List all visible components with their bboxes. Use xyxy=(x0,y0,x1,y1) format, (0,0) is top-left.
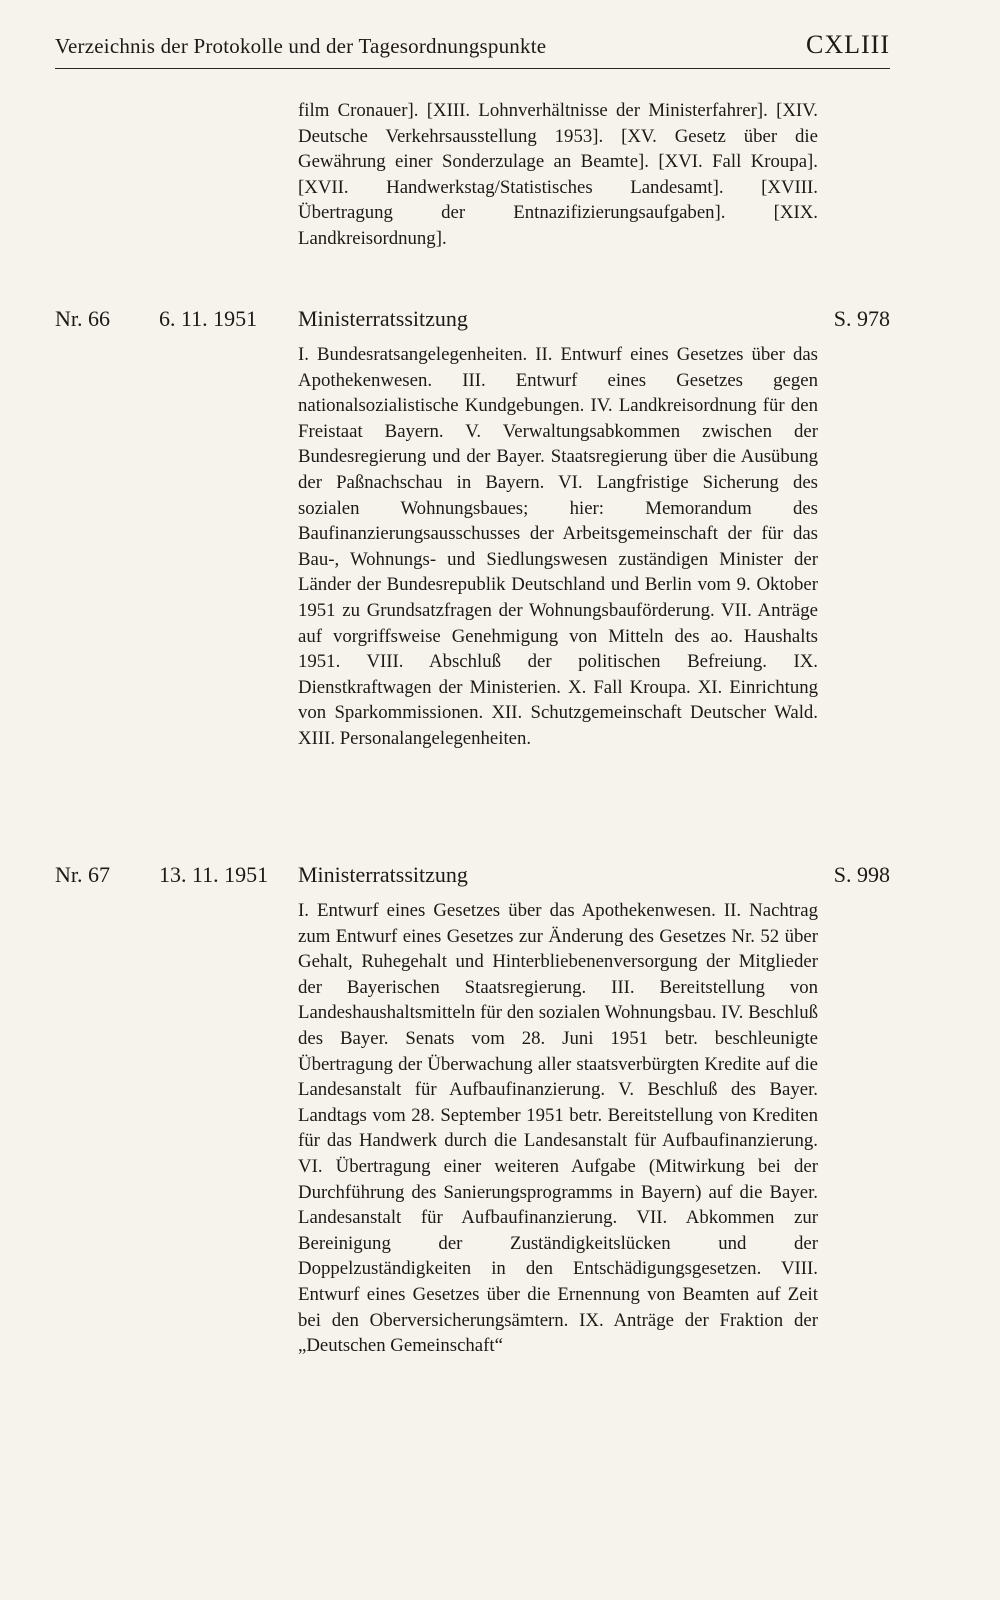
entry-date: 13. 11. 1951 xyxy=(159,862,269,887)
protocol-entry xyxy=(55,862,890,1357)
running-title: Verzeichnis der Protokolle und der Tagesordnungspunkte xyxy=(55,34,547,58)
protocol-entry xyxy=(55,306,890,749)
entry-heading xyxy=(55,306,890,340)
entry-agenda-text: I. Entwurf eines Gesetzes über das Apothekenwesen. II. Nachtrag zum Entwurf eines Gesetzes zur Änderung des Gesetzes Nr. 52 über Gehalt, Ruhegehalt und Hinterbliebenenversorgung der Mitglieder der Bayerischen Staatsregierung. III. Bereitstellung von Landeshaushaltsmitteln für den sozialen Wohnungsbau. IV. Beschluß des Bayer. Senats vom 28. Juni 1951 betr. beschleunigte Übertragung der Überwachung aller staatsverbürgten Kredite auf die Landesanstalt für Aufbaufinanzierung. V. Beschluß des Bayer. Landtags vom 28. September 1951 betr. Bereitstellung von Krediten für das Handwerk durch die Landesanstalt für Aufbaufinanzierung. VI. Übertragung einer weiteren Aufgabe (Mitwirkung bei der Durchführung des Sanierungsprogramms in Bayern) auf die Bayer. Landesanstalt für Aufbaufinanzierung. VII. Abkommen zur Bereinigung der Zuständigkeitslücken und der Doppelzuständigkeiten in den Entschädigungsgesetzen. VIII. Entwurf eines Gesetzes über die Ernennung von Beamten auf Zeit bei den Oberversicherungsämtern. IX. Anträge der Fraktion der „Deutschen Gemeinschaft“ xyxy=(298,900,818,1357)
entry-title: Ministerratssitzung xyxy=(298,862,468,887)
page-number: CXLIII xyxy=(806,30,890,59)
entry-agenda-text: I. Bundesratsangelegenheiten. II. Entwurf eines Gesetzes über das Apothekenwesen. III. Entwurf eines Gesetzes gegen nationalsozialistische Kundgebungen. IV. Landkreisordnung für den Freistaat Bayern. V. Verwaltungsabkommen zwischen der Bundesregierung und der Bayer. Staatsregierung über die Ausübung der Paßnachschau in Bayern. VI. Langfristige Sicherung des sozialen Wohnungsbaues; hier: Memorandum des Baufinanzierungsausschusses der Arbeitsgemeinschaft der für das Bau-, Wohnungs- und Siedlungswesen zuständigen Minister der Länder der Bundesrepublik Deutschland und Berlin vom 9. Oktober 1951 zu Grundsatzfragen der Wohnungsbauförderung. VII. Anträge auf vorgriffsweise Genehmigung von Mitteln des ao. Haushalts 1951. VIII. Abschluß der politischen Befreiung. IX. Dienstkraftwagen der Ministerien. X. Fall Kroupa. XI. Einrichtung von Sparkommissionen. XII. Schutzgemeinschaft Deutscher Wald. XIII. Personalangelegenheiten. xyxy=(298,344,818,749)
entry-number: Nr. 67 xyxy=(55,862,110,887)
entry-number: Nr. 66 xyxy=(55,306,110,331)
entry-date: 6. 11. 1951 xyxy=(159,306,258,331)
running-header xyxy=(55,28,890,69)
entry-page-reference: S. 978 xyxy=(833,306,890,331)
entry-title: Ministerratssitzung xyxy=(298,306,468,331)
entry-page-reference: S. 998 xyxy=(833,862,890,887)
entry-heading xyxy=(55,862,890,896)
continued-agenda-text: film Cronauer]. [XIII. Lohnverhältnisse der Ministerfahrer]. [XIV. Deutsche Verkehrsausstellung 1953]. [XV. Gesetz über die Gewährung einer Sonderzulage an Beamte]. [XVI. Fall Kroupa]. [XVII. Handwerkstag/Statistisches Landesamt]. [XVIII. Übertragung der Entnazifizierungsaufgaben]. [XIX. Landkreisordnung]. xyxy=(298,100,818,249)
